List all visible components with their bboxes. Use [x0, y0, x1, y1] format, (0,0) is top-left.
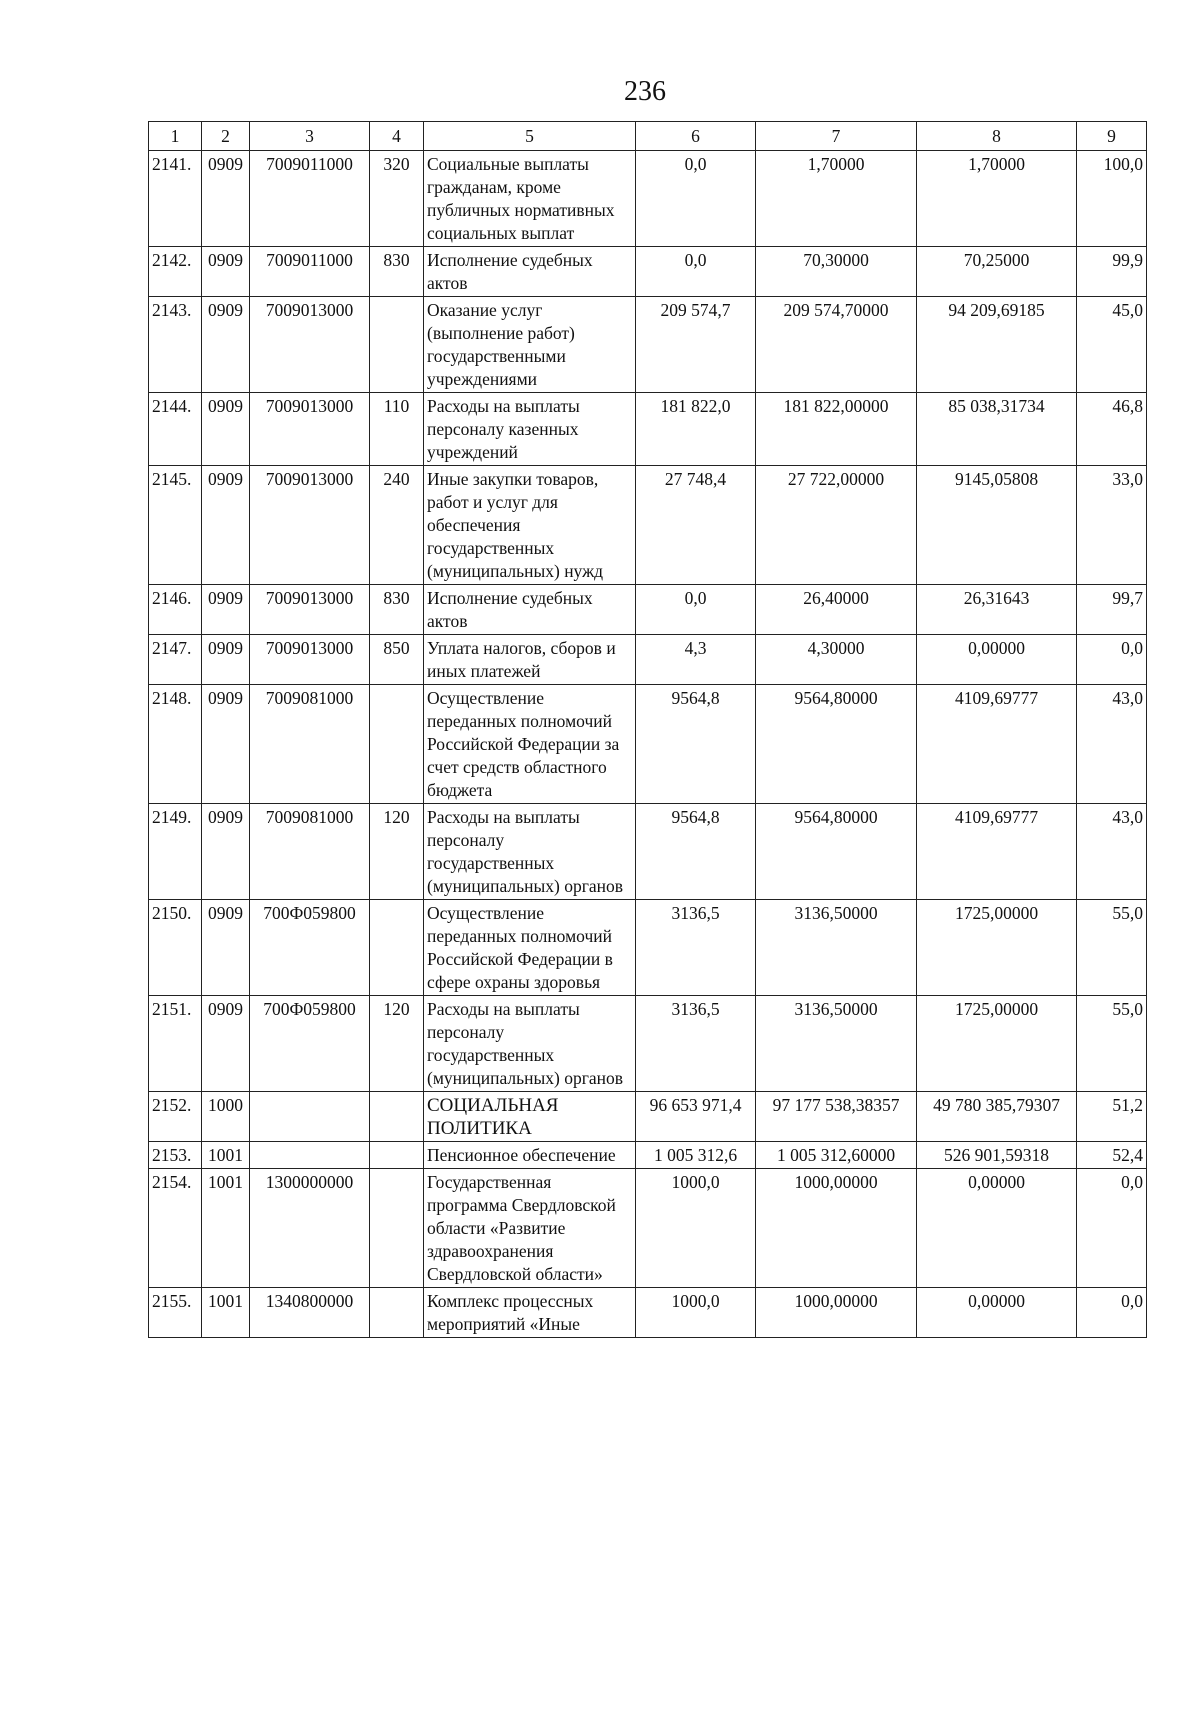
- expense-name-cell: Расходы на выплаты персоналу государственных (муниципальных) органов: [424, 804, 636, 900]
- section-code-cell: 0909: [202, 247, 250, 297]
- row-number-cell: 2142.: [149, 247, 202, 297]
- expense-name-cell: Оказание услуг (выполнение работ) государственными учреждениями: [424, 297, 636, 393]
- row-number-cell: 2155.: [149, 1288, 202, 1338]
- approved-amount-cell: 3136,5: [636, 996, 756, 1092]
- expense-type-cell: 830: [370, 247, 424, 297]
- approved-amount-cell: 0,0: [636, 247, 756, 297]
- executed-amount-cell: 26,31643: [917, 585, 1077, 635]
- executed-amount-cell: 4109,69777: [917, 685, 1077, 804]
- section-code-cell: 1001: [202, 1288, 250, 1338]
- executed-amount-cell: 0,00000: [917, 1169, 1077, 1288]
- expense-type-cell: 110: [370, 393, 424, 466]
- percent-executed-cell: 46,8: [1077, 393, 1147, 466]
- percent-executed-cell: 100,0: [1077, 151, 1147, 247]
- updated-amount-cell: 4,30000: [756, 635, 917, 685]
- expense-type-cell: 120: [370, 804, 424, 900]
- expense-name-cell: Осуществление переданных полномочий Российской Федерации в сфере охраны здоровья: [424, 900, 636, 996]
- row-number-cell: 2154.: [149, 1169, 202, 1288]
- table-row: [149, 393, 1147, 466]
- expense-name-cell: Иные закупки товаров, работ и услуг для обеспечения государственных (муниципальных) нужд: [424, 466, 636, 585]
- updated-amount-cell: 1 005 312,60000: [756, 1142, 917, 1169]
- executed-amount-cell: 70,25000: [917, 247, 1077, 297]
- target-item-code-cell: 7009081000: [250, 804, 370, 900]
- updated-amount-cell: 9564,80000: [756, 685, 917, 804]
- executed-amount-cell: 1725,00000: [917, 900, 1077, 996]
- target-item-code-cell: 7009013000: [250, 585, 370, 635]
- row-number-cell: 2143.: [149, 297, 202, 393]
- percent-executed-cell: 0,0: [1077, 635, 1147, 685]
- table-row: [149, 1092, 1147, 1142]
- section-code-cell: 0909: [202, 466, 250, 585]
- table-row: [149, 1288, 1147, 1338]
- row-number-cell: 2144.: [149, 393, 202, 466]
- percent-executed-cell: 99,9: [1077, 247, 1147, 297]
- updated-amount-cell: 26,40000: [756, 585, 917, 635]
- updated-amount-cell: 1000,00000: [756, 1288, 917, 1338]
- column-header: 1: [149, 122, 202, 151]
- executed-amount-cell: 0,00000: [917, 635, 1077, 685]
- table-row: [149, 585, 1147, 635]
- section-code-cell: 0909: [202, 900, 250, 996]
- percent-executed-cell: 0,0: [1077, 1288, 1147, 1338]
- expense-name-cell: Социальные выплаты гражданам, кроме публичных нормативных социальных выплат: [424, 151, 636, 247]
- column-header: 2: [202, 122, 250, 151]
- table-body: [149, 151, 1147, 1338]
- updated-amount-cell: 27 722,00000: [756, 466, 917, 585]
- section-code-cell: 0909: [202, 393, 250, 466]
- expense-name-cell: Пенсионное обеспечение: [424, 1142, 636, 1169]
- column-header: 6: [636, 122, 756, 151]
- updated-amount-cell: 3136,50000: [756, 996, 917, 1092]
- section-code-cell: 1000: [202, 1092, 250, 1142]
- table-row: [149, 1169, 1147, 1288]
- section-code-cell: 0909: [202, 151, 250, 247]
- expense-type-cell: [370, 900, 424, 996]
- updated-amount-cell: 1000,00000: [756, 1169, 917, 1288]
- target-item-code-cell: 7009013000: [250, 393, 370, 466]
- percent-executed-cell: 45,0: [1077, 297, 1147, 393]
- approved-amount-cell: 181 822,0: [636, 393, 756, 466]
- expense-type-cell: [370, 1142, 424, 1169]
- section-code-cell: 0909: [202, 996, 250, 1092]
- executed-amount-cell: 526 901,59318: [917, 1142, 1077, 1169]
- percent-executed-cell: 52,4: [1077, 1142, 1147, 1169]
- row-number-cell: 2146.: [149, 585, 202, 635]
- approved-amount-cell: 4,3: [636, 635, 756, 685]
- expense-type-cell: [370, 1092, 424, 1142]
- target-item-code-cell: 700Ф059800: [250, 900, 370, 996]
- expense-type-cell: 240: [370, 466, 424, 585]
- executed-amount-cell: 49 780 385,79307: [917, 1092, 1077, 1142]
- approved-amount-cell: 1000,0: [636, 1169, 756, 1288]
- table-row: [149, 685, 1147, 804]
- percent-executed-cell: 55,0: [1077, 900, 1147, 996]
- approved-amount-cell: 27 748,4: [636, 466, 756, 585]
- section-code-cell: 0909: [202, 804, 250, 900]
- expense-name-cell: Исполнение судебных актов: [424, 585, 636, 635]
- table-row: [149, 804, 1147, 900]
- table-row: [149, 247, 1147, 297]
- approved-amount-cell: 3136,5: [636, 900, 756, 996]
- expense-name-cell: Комплекс процессных мероприятий «Иные: [424, 1288, 636, 1338]
- column-header: 8: [917, 122, 1077, 151]
- section-code-cell: 0909: [202, 585, 250, 635]
- executed-amount-cell: 4109,69777: [917, 804, 1077, 900]
- percent-executed-cell: 99,7: [1077, 585, 1147, 635]
- expense-type-cell: [370, 297, 424, 393]
- row-number-cell: 2145.: [149, 466, 202, 585]
- approved-amount-cell: 9564,8: [636, 685, 756, 804]
- approved-amount-cell: 0,0: [636, 585, 756, 635]
- percent-executed-cell: 33,0: [1077, 466, 1147, 585]
- column-header: 9: [1077, 122, 1147, 151]
- row-number-cell: 2147.: [149, 635, 202, 685]
- section-code-cell: 1001: [202, 1142, 250, 1169]
- target-item-code-cell: 7009011000: [250, 247, 370, 297]
- expense-name-cell: СОЦИАЛЬНАЯ ПОЛИТИКА: [424, 1092, 636, 1142]
- column-header: 7: [756, 122, 917, 151]
- page-number: 236: [624, 76, 666, 107]
- percent-executed-cell: 51,2: [1077, 1092, 1147, 1142]
- row-number-cell: 2149.: [149, 804, 202, 900]
- updated-amount-cell: 9564,80000: [756, 804, 917, 900]
- expense-type-cell: [370, 1169, 424, 1288]
- target-item-code-cell: [250, 1092, 370, 1142]
- expense-name-cell: Исполнение судебных актов: [424, 247, 636, 297]
- expense-name-cell: Осуществление переданных полномочий Российской Федерации за счет средств областного бюджета: [424, 685, 636, 804]
- executed-amount-cell: 0,00000: [917, 1288, 1077, 1338]
- executed-amount-cell: 85 038,31734: [917, 393, 1077, 466]
- expense-type-cell: [370, 1288, 424, 1338]
- approved-amount-cell: 1 005 312,6: [636, 1142, 756, 1169]
- approved-amount-cell: 1000,0: [636, 1288, 756, 1338]
- expense-type-cell: [370, 685, 424, 804]
- updated-amount-cell: 181 822,00000: [756, 393, 917, 466]
- table-row: [149, 297, 1147, 393]
- executed-amount-cell: 94 209,69185: [917, 297, 1077, 393]
- row-number-cell: 2153.: [149, 1142, 202, 1169]
- expense-name-cell: Расходы на выплаты персоналу государственных (муниципальных) органов: [424, 996, 636, 1092]
- table-row: [149, 151, 1147, 247]
- executed-amount-cell: 1725,00000: [917, 996, 1077, 1092]
- updated-amount-cell: 70,30000: [756, 247, 917, 297]
- approved-amount-cell: 9564,8: [636, 804, 756, 900]
- updated-amount-cell: 209 574,70000: [756, 297, 917, 393]
- target-item-code-cell: 7009013000: [250, 466, 370, 585]
- target-item-code-cell: [250, 1142, 370, 1169]
- updated-amount-cell: 3136,50000: [756, 900, 917, 996]
- updated-amount-cell: 97 177 538,38357: [756, 1092, 917, 1142]
- target-item-code-cell: 700Ф059800: [250, 996, 370, 1092]
- table-row: [149, 996, 1147, 1092]
- section-code-cell: 0909: [202, 685, 250, 804]
- table-row: [149, 466, 1147, 585]
- percent-executed-cell: 55,0: [1077, 996, 1147, 1092]
- target-item-code-cell: 7009011000: [250, 151, 370, 247]
- expense-type-cell: 850: [370, 635, 424, 685]
- expense-name-cell: Расходы на выплаты персоналу казенных учреждений: [424, 393, 636, 466]
- executed-amount-cell: 1,70000: [917, 151, 1077, 247]
- row-number-cell: 2148.: [149, 685, 202, 804]
- column-header: 4: [370, 122, 424, 151]
- expense-type-cell: 830: [370, 585, 424, 635]
- expense-name-cell: Государственная программа Свердловской области «Развитие здравоохранения Свердловской области»: [424, 1169, 636, 1288]
- target-item-code-cell: 7009013000: [250, 635, 370, 685]
- table-row: [149, 1142, 1147, 1169]
- updated-amount-cell: 1,70000: [756, 151, 917, 247]
- row-number-cell: 2151.: [149, 996, 202, 1092]
- section-code-cell: 1001: [202, 1169, 250, 1288]
- target-item-code-cell: 1340800000: [250, 1288, 370, 1338]
- column-header: 5: [424, 122, 636, 151]
- approved-amount-cell: 96 653 971,4: [636, 1092, 756, 1142]
- percent-executed-cell: 0,0: [1077, 1169, 1147, 1288]
- expense-name-cell: Уплата налогов, сборов и иных платежей: [424, 635, 636, 685]
- target-item-code-cell: 1300000000: [250, 1169, 370, 1288]
- table-row: [149, 635, 1147, 685]
- executed-amount-cell: 9145,05808: [917, 466, 1077, 585]
- row-number-cell: 2141.: [149, 151, 202, 247]
- approved-amount-cell: 209 574,7: [636, 297, 756, 393]
- row-number-cell: 2150.: [149, 900, 202, 996]
- expense-type-cell: 320: [370, 151, 424, 247]
- row-number-cell: 2152.: [149, 1092, 202, 1142]
- section-code-cell: 0909: [202, 635, 250, 685]
- expense-type-cell: 120: [370, 996, 424, 1092]
- target-item-code-cell: 7009013000: [250, 297, 370, 393]
- header-row: [149, 122, 1147, 151]
- approved-amount-cell: 0,0: [636, 151, 756, 247]
- percent-executed-cell: 43,0: [1077, 804, 1147, 900]
- budget-table: [148, 121, 1147, 1338]
- target-item-code-cell: 7009081000: [250, 685, 370, 804]
- percent-executed-cell: 43,0: [1077, 685, 1147, 804]
- section-code-cell: 0909: [202, 297, 250, 393]
- column-header: 3: [250, 122, 370, 151]
- table-row: [149, 900, 1147, 996]
